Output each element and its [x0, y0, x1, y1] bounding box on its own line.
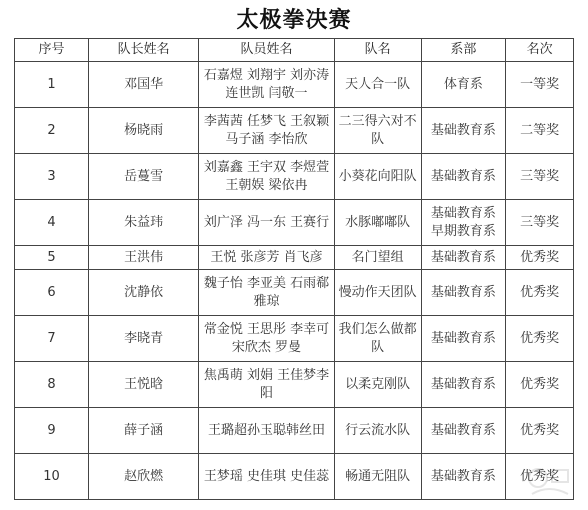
captain-name: 薛子涵: [89, 408, 199, 454]
rank: 优秀奖: [506, 246, 574, 270]
rank: 三等奖: [506, 154, 574, 200]
table-row: [15, 270, 574, 316]
header-row: [15, 39, 574, 62]
results-table: [14, 38, 574, 500]
member-names: 刘广泽 冯一东 王赛行: [199, 200, 335, 246]
department: 体育系: [421, 62, 506, 108]
department: 基础教育系: [421, 108, 506, 154]
member-names: 常金悦 王思彤 李幸可 宋欣杰 罗曼: [199, 316, 335, 362]
rank: 优秀奖: [506, 270, 574, 316]
rank: 优秀奖: [506, 454, 574, 500]
serial-number: 6: [15, 270, 89, 316]
team-name: 慢动作天团队: [334, 270, 421, 316]
captain-name: 邓国华: [89, 62, 199, 108]
serial-number: 5: [15, 246, 89, 270]
department: 基础教育系: [421, 316, 506, 362]
table-row: [15, 108, 574, 154]
serial-number: 1: [15, 62, 89, 108]
team-name: 行云流水队: [334, 408, 421, 454]
rank: 优秀奖: [506, 362, 574, 408]
header-serial-number: 序号: [15, 39, 89, 62]
member-names: 李茜茜 任梦飞 王叙颖 马子涵 李怡欣: [199, 108, 335, 154]
serial-number: 3: [15, 154, 89, 200]
captain-name: 李晓青: [89, 316, 199, 362]
department: 基础教育系: [421, 408, 506, 454]
table-row: [15, 408, 574, 454]
team-name: 二三得六对不队: [334, 108, 421, 154]
rank: 二等奖: [506, 108, 574, 154]
team-name: 天人合一队: [334, 62, 421, 108]
page-title: 太极拳决赛: [236, 8, 352, 33]
team-name: 以柔克刚队: [334, 362, 421, 408]
header-rank: 名次: [506, 39, 574, 62]
table-row: [15, 62, 574, 108]
team-name: 名门望组: [334, 246, 421, 270]
member-names: 王悦 张彦芳 肖飞彦: [199, 246, 335, 270]
table-row: [15, 362, 574, 408]
rank: 三等奖: [506, 200, 574, 246]
captain-name: 杨晓雨: [89, 108, 199, 154]
rank: 优秀奖: [506, 408, 574, 454]
serial-number: 10: [15, 454, 89, 500]
member-names: 王璐超孙玉聪韩丝田: [199, 408, 335, 454]
team-name: 水豚嘟嘟队: [334, 200, 421, 246]
table-row: [15, 246, 574, 270]
header-department: 系部: [421, 39, 506, 62]
captain-name: 朱益玮: [89, 200, 199, 246]
serial-number: 7: [15, 316, 89, 362]
department: 基础教育系: [421, 270, 506, 316]
captain-name: 王悦晗: [89, 362, 199, 408]
member-names: 刘嘉鑫 王宇双 李煜萱王朝娱 梁依冉: [199, 154, 335, 200]
department: 基础教育系: [421, 246, 506, 270]
captain-name: 王洪伟: [89, 246, 199, 270]
serial-number: 9: [15, 408, 89, 454]
member-names: 石嘉煜 刘翔宇 刘亦涛 连世凯 闫敬一: [199, 62, 335, 108]
team-name: 小葵花向阳队: [334, 154, 421, 200]
member-names: 王梦瑶 史佳琪 史佳蕊: [199, 454, 335, 500]
serial-number: 8: [15, 362, 89, 408]
department: 基础教育系: [421, 454, 506, 500]
serial-number: 4: [15, 200, 89, 246]
captain-name: 沈静依: [89, 270, 199, 316]
header-team-name: 队名: [334, 39, 421, 62]
team-name: 我们怎么做都队: [334, 316, 421, 362]
department: 基础教育系: [421, 154, 506, 200]
department: 基础教育系 早期教育系: [421, 200, 506, 246]
header-member-names: 队员姓名: [199, 39, 335, 62]
header-captain-name: 队长姓名: [89, 39, 199, 62]
captain-name: 赵欣燃: [89, 454, 199, 500]
table-row: [15, 316, 574, 362]
member-names: 焦禹萌 刘娟 王佳梦李阳: [199, 362, 335, 408]
member-names: 魏子怡 李亚美 石雨郗雅琼: [199, 270, 335, 316]
rank: 一等奖: [506, 62, 574, 108]
rank: 优秀奖: [506, 316, 574, 362]
table-row: [15, 200, 574, 246]
serial-number: 2: [15, 108, 89, 154]
team-name: 畅通无阻队: [334, 454, 421, 500]
captain-name: 岳蔓雪: [89, 154, 199, 200]
watermark-logo-icon: [524, 464, 574, 504]
table-row: [15, 454, 574, 500]
department: 基础教育系: [421, 362, 506, 408]
table-row: [15, 154, 574, 200]
